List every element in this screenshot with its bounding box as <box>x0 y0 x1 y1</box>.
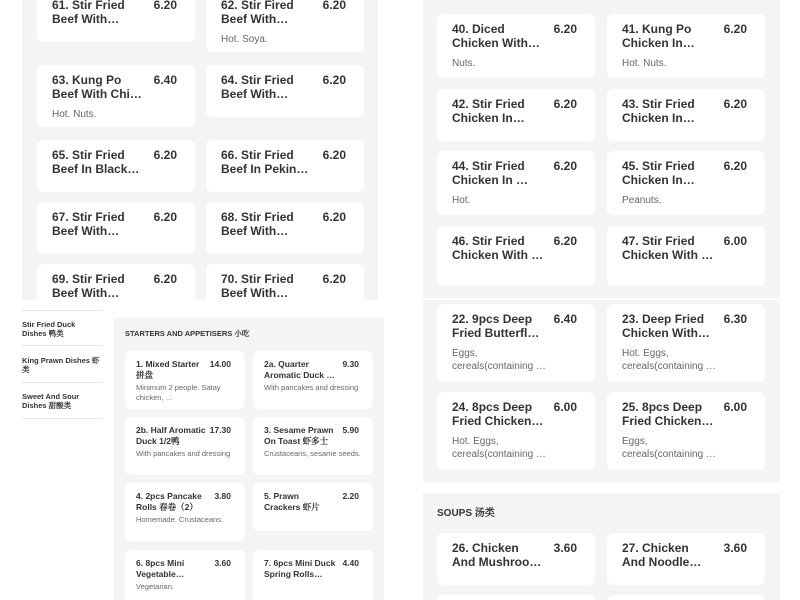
deep-fried-panel <box>423 300 780 482</box>
menu-item-card[interactable] <box>607 151 765 215</box>
menu-item-card[interactable] <box>437 226 595 286</box>
soups-panel <box>423 493 780 600</box>
item-name: 2b. Half Aromatic Duck 1/2鸭 <box>136 425 206 446</box>
item-name: 44. Stir Fried Chicken In … <box>452 159 529 187</box>
item-price: 6.00 <box>723 234 747 248</box>
item-price: 6.00 <box>553 400 577 414</box>
item-price: 3.80 <box>214 491 231 501</box>
item-name: 1. Mixed Starter 拼盘 <box>136 359 200 380</box>
item-description: Hot. Eggs, cereals(containing … <box>452 436 546 460</box>
sidebar-item-sweet-sour[interactable]: Sweet And Sour Dishes 甜酸类 <box>22 392 80 410</box>
item-price: 2.20 <box>342 491 359 501</box>
item-description: Homemade. Crustaceans. <box>136 515 224 524</box>
item-name: 41. Kung Po Chicken In <box>622 22 692 50</box>
menu-item-card[interactable] <box>437 151 595 215</box>
menu-item-card[interactable] <box>437 89 595 141</box>
item-name: 70. Stir Fried Beef With <box>221 272 294 300</box>
item-name: 64. Stir Fried Beef With <box>221 73 294 101</box>
menu-item-card[interactable] <box>125 550 245 600</box>
item-name: 25. 8pcs Deep Fried Chicken <box>622 400 703 428</box>
item-price: 6.20 <box>153 210 177 224</box>
menu-item-card[interactable] <box>437 533 595 585</box>
item-price: 6.20 <box>723 22 747 36</box>
menu-item-card[interactable] <box>37 140 195 192</box>
item-price: 6.20 <box>553 97 577 111</box>
menu-item-card[interactable] <box>206 0 364 52</box>
menu-item-card[interactable] <box>607 533 765 585</box>
divider <box>22 345 102 346</box>
item-name: 47. Stir Fried Chicken With … <box>622 234 714 262</box>
item-price: 3.60 <box>553 541 577 555</box>
item-price: 6.20 <box>553 159 577 173</box>
divider <box>22 310 102 311</box>
item-price: 6.20 <box>153 0 177 12</box>
chicken-dishes-panel <box>423 0 780 298</box>
item-price: 6.20 <box>322 0 346 12</box>
item-description: Minimum 2 people. Satay chicken, … <box>136 383 221 402</box>
menu-item-card[interactable] <box>607 226 765 286</box>
menu-item-card[interactable] <box>206 202 364 254</box>
item-name: 62. Stir Fired Beef With <box>221 0 294 26</box>
item-price: 3.60 <box>214 558 231 568</box>
item-description: Vegetarian. <box>136 582 174 591</box>
item-price: 6.20 <box>153 272 177 286</box>
item-name: 63. Kung Po Beef With Chilli <box>52 73 140 101</box>
divider <box>22 418 102 419</box>
item-description: Hot. Eggs, cereals(containing … <box>622 348 716 372</box>
menu-item-card[interactable] <box>253 417 373 475</box>
item-price: 6.20 <box>723 97 747 111</box>
item-price: 6.20 <box>153 148 177 162</box>
item-name: 24. 8pcs Deep Fried Chicken <box>452 400 533 428</box>
divider <box>22 382 102 383</box>
menu-item-card[interactable] <box>206 65 364 117</box>
item-name: 43. Stir Fried Chicken In <box>622 97 695 125</box>
item-name: 65. Stir Fried Beef In Black <box>52 148 128 176</box>
menu-item-card[interactable] <box>37 264 195 300</box>
item-price: 6.20 <box>322 272 346 286</box>
item-name: 27. Chicken And Noodle <box>622 541 690 569</box>
item-price: 3.60 <box>723 541 747 555</box>
item-description: Hot. Nuts. <box>622 58 667 69</box>
menu-item-card[interactable] <box>253 351 373 409</box>
item-price: 6.20 <box>322 73 346 87</box>
beef-dishes-panel <box>22 0 378 300</box>
menu-item-card[interactable] <box>37 202 195 254</box>
item-name: 45. Stir Fried Chicken In <box>622 159 695 187</box>
item-name: 4. 2pcs Pancake Rolls 春卷（2） <box>136 491 202 512</box>
menu-item-card[interactable] <box>37 0 195 42</box>
item-description: Hot. <box>452 195 471 206</box>
item-price: 9.30 <box>342 359 359 369</box>
menu-item-card[interactable] <box>125 483 245 541</box>
menu-item-card[interactable] <box>125 351 245 409</box>
item-name: 7. 6pcs Mini Duck Spring Rolls <box>264 558 336 579</box>
category-sidebar <box>0 302 114 600</box>
menu-item-card[interactable] <box>437 14 595 78</box>
menu-item-card[interactable] <box>253 550 373 600</box>
item-price: 4.40 <box>342 558 359 568</box>
item-name: 5. Prawn Crackers 虾片 <box>264 491 320 512</box>
item-name: 46. Stir Fried Chicken With … <box>452 234 544 262</box>
item-name: 61. Stir Fried Beef With <box>52 0 125 26</box>
item-name: 26. Chicken And Mushroom <box>452 541 540 569</box>
item-description: Peanuts. <box>622 195 662 206</box>
menu-item-card[interactable] <box>437 392 595 470</box>
item-name: 22. 9pcs Deep Fried Butterfly <box>452 312 535 340</box>
item-price: 6.30 <box>723 312 747 326</box>
item-name: 2a. Quarter Aromatic Duck … <box>264 359 335 380</box>
item-description: Hot. Soya. <box>221 34 268 45</box>
item-price: 5.90 <box>342 425 359 435</box>
item-description: Eggs, cereals(containing … <box>622 436 716 460</box>
sidebar-item-king-prawn[interactable]: King Prawn Dishes 虾类 <box>22 356 100 374</box>
item-price: 6.20 <box>322 148 346 162</box>
item-price: 14.00 <box>209 359 231 369</box>
item-name: 67. Stir Fried Beef With <box>52 210 125 238</box>
item-price: 6.20 <box>553 234 577 248</box>
item-price: 6.20 <box>723 159 747 173</box>
item-description: Eggs, cereals(containing … <box>452 348 546 372</box>
item-name: 42. Stir Fried Chicken In <box>452 97 525 125</box>
menu-item-card[interactable] <box>607 392 765 470</box>
menu-item-card[interactable] <box>253 483 373 531</box>
item-name: 23. Deep Fried Chicken With <box>622 312 705 340</box>
item-description: Nuts. <box>452 58 476 69</box>
item-name: 40. Diced Chicken With <box>452 22 528 50</box>
item-name: 69. Stir Fried Beef With <box>52 272 125 300</box>
menu-item-card[interactable] <box>607 14 765 78</box>
menu-item-card[interactable] <box>607 89 765 141</box>
item-description: With pancakes and dressing <box>136 449 231 458</box>
item-name: 66. Stir Fried Beef In Peking <box>221 148 304 176</box>
section-title: STARTERS AND APPETISERS 小吃 <box>125 329 250 338</box>
item-price: 6.40 <box>553 312 577 326</box>
sidebar-item-duck[interactable]: Stir Fried Duck Dishes 鸭类 <box>22 320 76 338</box>
item-name: 68. Stir Fried Beef With <box>221 210 294 238</box>
menu-item-card[interactable] <box>437 304 595 382</box>
item-description: Hot. Nuts. <box>52 109 97 120</box>
item-price: 6.40 <box>153 73 177 87</box>
menu-item-card[interactable] <box>206 140 364 192</box>
section-title: SOUPS 汤类 <box>437 508 495 519</box>
item-description: With pancakes and dressing <box>264 383 359 392</box>
item-price: 6.20 <box>322 210 346 224</box>
starters-panel <box>114 318 384 600</box>
menu-item-card[interactable] <box>125 417 245 475</box>
menu-item-card[interactable] <box>437 595 595 600</box>
item-price: 6.20 <box>553 22 577 36</box>
item-name: 6. 8pcs Mini Vegetable <box>136 558 185 579</box>
item-name: 3. Sesame Prawn On Toast 虾多士 <box>264 425 334 446</box>
menu-item-card[interactable] <box>37 65 195 127</box>
item-price: 6.00 <box>723 400 747 414</box>
item-description: Crustaceans, sesame seeds. <box>264 449 361 458</box>
menu-item-card[interactable] <box>206 264 364 300</box>
item-price: 17.30 <box>209 425 231 435</box>
menu-item-card[interactable] <box>607 304 765 382</box>
menu-item-card[interactable] <box>607 595 765 600</box>
